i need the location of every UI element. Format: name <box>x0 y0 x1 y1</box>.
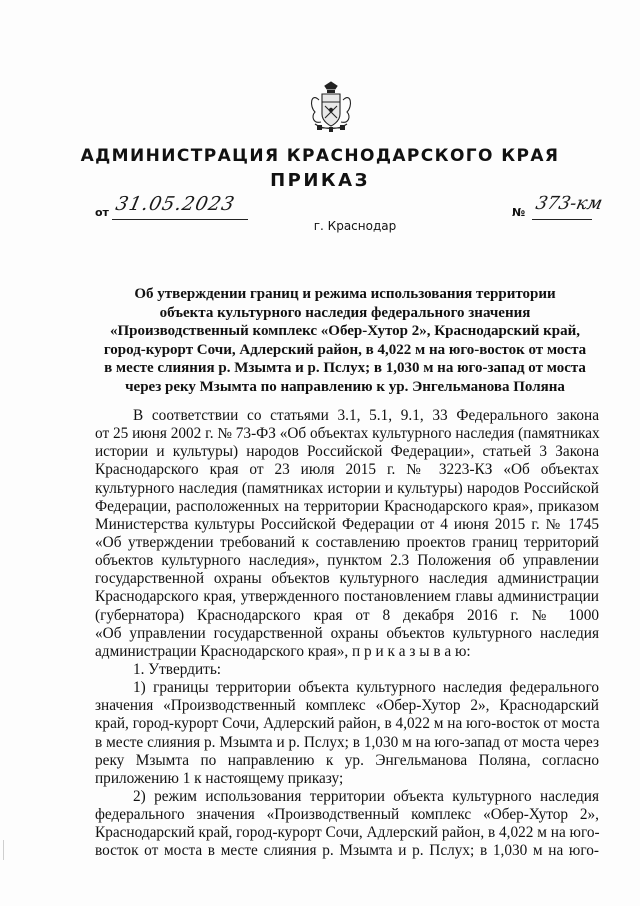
body-line: федерального значения «Производственный комплекс «Обер-Хутор 2», <box>95 806 599 824</box>
order-body <box>95 407 599 861</box>
order-subject <box>95 285 595 397</box>
coat-of-arms-icon <box>305 80 357 134</box>
body-line: значения «Производственный комплекс «Обер-Хутор 2», Краснодарский <box>95 697 599 715</box>
subject-line: в месте слияния р. Мзымта и р. Пслух; в 1,030 м на юго-запад от моста <box>104 360 586 377</box>
subject-line: через реку Мзымта по направлению к ур. Энгельманова Поляна <box>125 378 565 395</box>
body-line: истории и культуры) народов Российской Федерации», статьей 3 Закона <box>95 443 599 461</box>
body-line: восток от моста в месте слияния р. Мзымта и р. Пслух; в 1,030 м на юго- <box>95 842 599 860</box>
body-line: объектов культурного наследия», пунктом 2.3 Положения об управлении <box>95 552 599 570</box>
body-line: культурного наследия (памятниках истории и культуры) народов Российской <box>95 479 599 497</box>
date-prefix: от <box>95 206 109 219</box>
number-prefix: № <box>512 206 526 219</box>
body-line: 1. Утвердить: <box>133 660 222 678</box>
scan-margin-mark <box>3 840 4 860</box>
subject-line: город-курорт Сочи, Адлерский район, в 4,022 м на юго-восток от моста <box>103 341 587 358</box>
body-line: (губернатора) Краснодарского края от 8 декабря 2016 г. № 1000 <box>95 606 599 624</box>
subject-line: «Производственный комплекс «Обер-Хутор 2», Краснодарский край, <box>110 323 580 340</box>
body-line: администрации Краснодарского края», п р и к а з ы в а ю: <box>95 642 471 660</box>
body-line: государственной охраны объектов культурного наследия администрации <box>95 570 599 588</box>
body-line: реку Мзымта по направлению к ур. Энгельманова Поляна, согласно <box>95 751 599 769</box>
body-line: 1) границы территории объекта культурного наследия федерального <box>133 679 599 697</box>
handwritten-date: 31.05.2023 <box>113 193 238 215</box>
body-line: «Об утверждении требований к составлению проектов границ территорий <box>95 533 599 551</box>
body-line: Краснодарского края от 23 июля 2015 г. № 3223-КЗ «Об объектах <box>95 461 599 479</box>
city-name: г. Краснодар <box>313 219 397 233</box>
body-line: 2) режим использования территории объекта культурного наследия <box>133 787 599 805</box>
body-line: Федерации, расположенных на территории Краснодарского края», приказом <box>95 497 599 515</box>
document-type: ПРИКАЗ <box>270 170 370 191</box>
subject-line: Об утверждении границ и режима использования территории <box>134 286 556 302</box>
body-line: в месте слияния р. Мзымта и р. Пслух; в 1,030 м на юго-запад от моста через <box>95 733 599 751</box>
body-line: Краснодарский край, город-курорт Сочи, Адлерский район, в 4,022 м на юго- <box>95 824 600 842</box>
body-line: приложению 1 к настоящему приказу; <box>95 769 344 787</box>
body-line: Министерства культуры Российской Федерации от 4 июня 2015 г. № 1745 <box>95 515 599 533</box>
body-line: «Об управлении государственной охраны объектов культурного наследия <box>95 624 599 642</box>
organization-name: АДМИНИСТРАЦИЯ КРАСНОДАРСКОГО КРАЯ <box>80 146 560 166</box>
handwritten-number: 373-км <box>533 193 605 214</box>
subject-line: объекта культурного наследия федерального значения <box>159 304 531 321</box>
body-line: Краснодарского края, утвержденного постановлением главы администрации <box>95 588 599 606</box>
body-line: край, город-курорт Сочи, Адлерский район, в 4,022 м на юго-восток от моста <box>95 715 600 733</box>
body-line: В соответствии со статьями 3.1, 5.1, 9.1, 33 Федерального закона <box>133 407 599 424</box>
body-line: от 25 июня 2002 г. № 73-ФЗ «Об объектах культурного наследия (памятниках <box>95 425 600 443</box>
city-line <box>0 219 640 233</box>
